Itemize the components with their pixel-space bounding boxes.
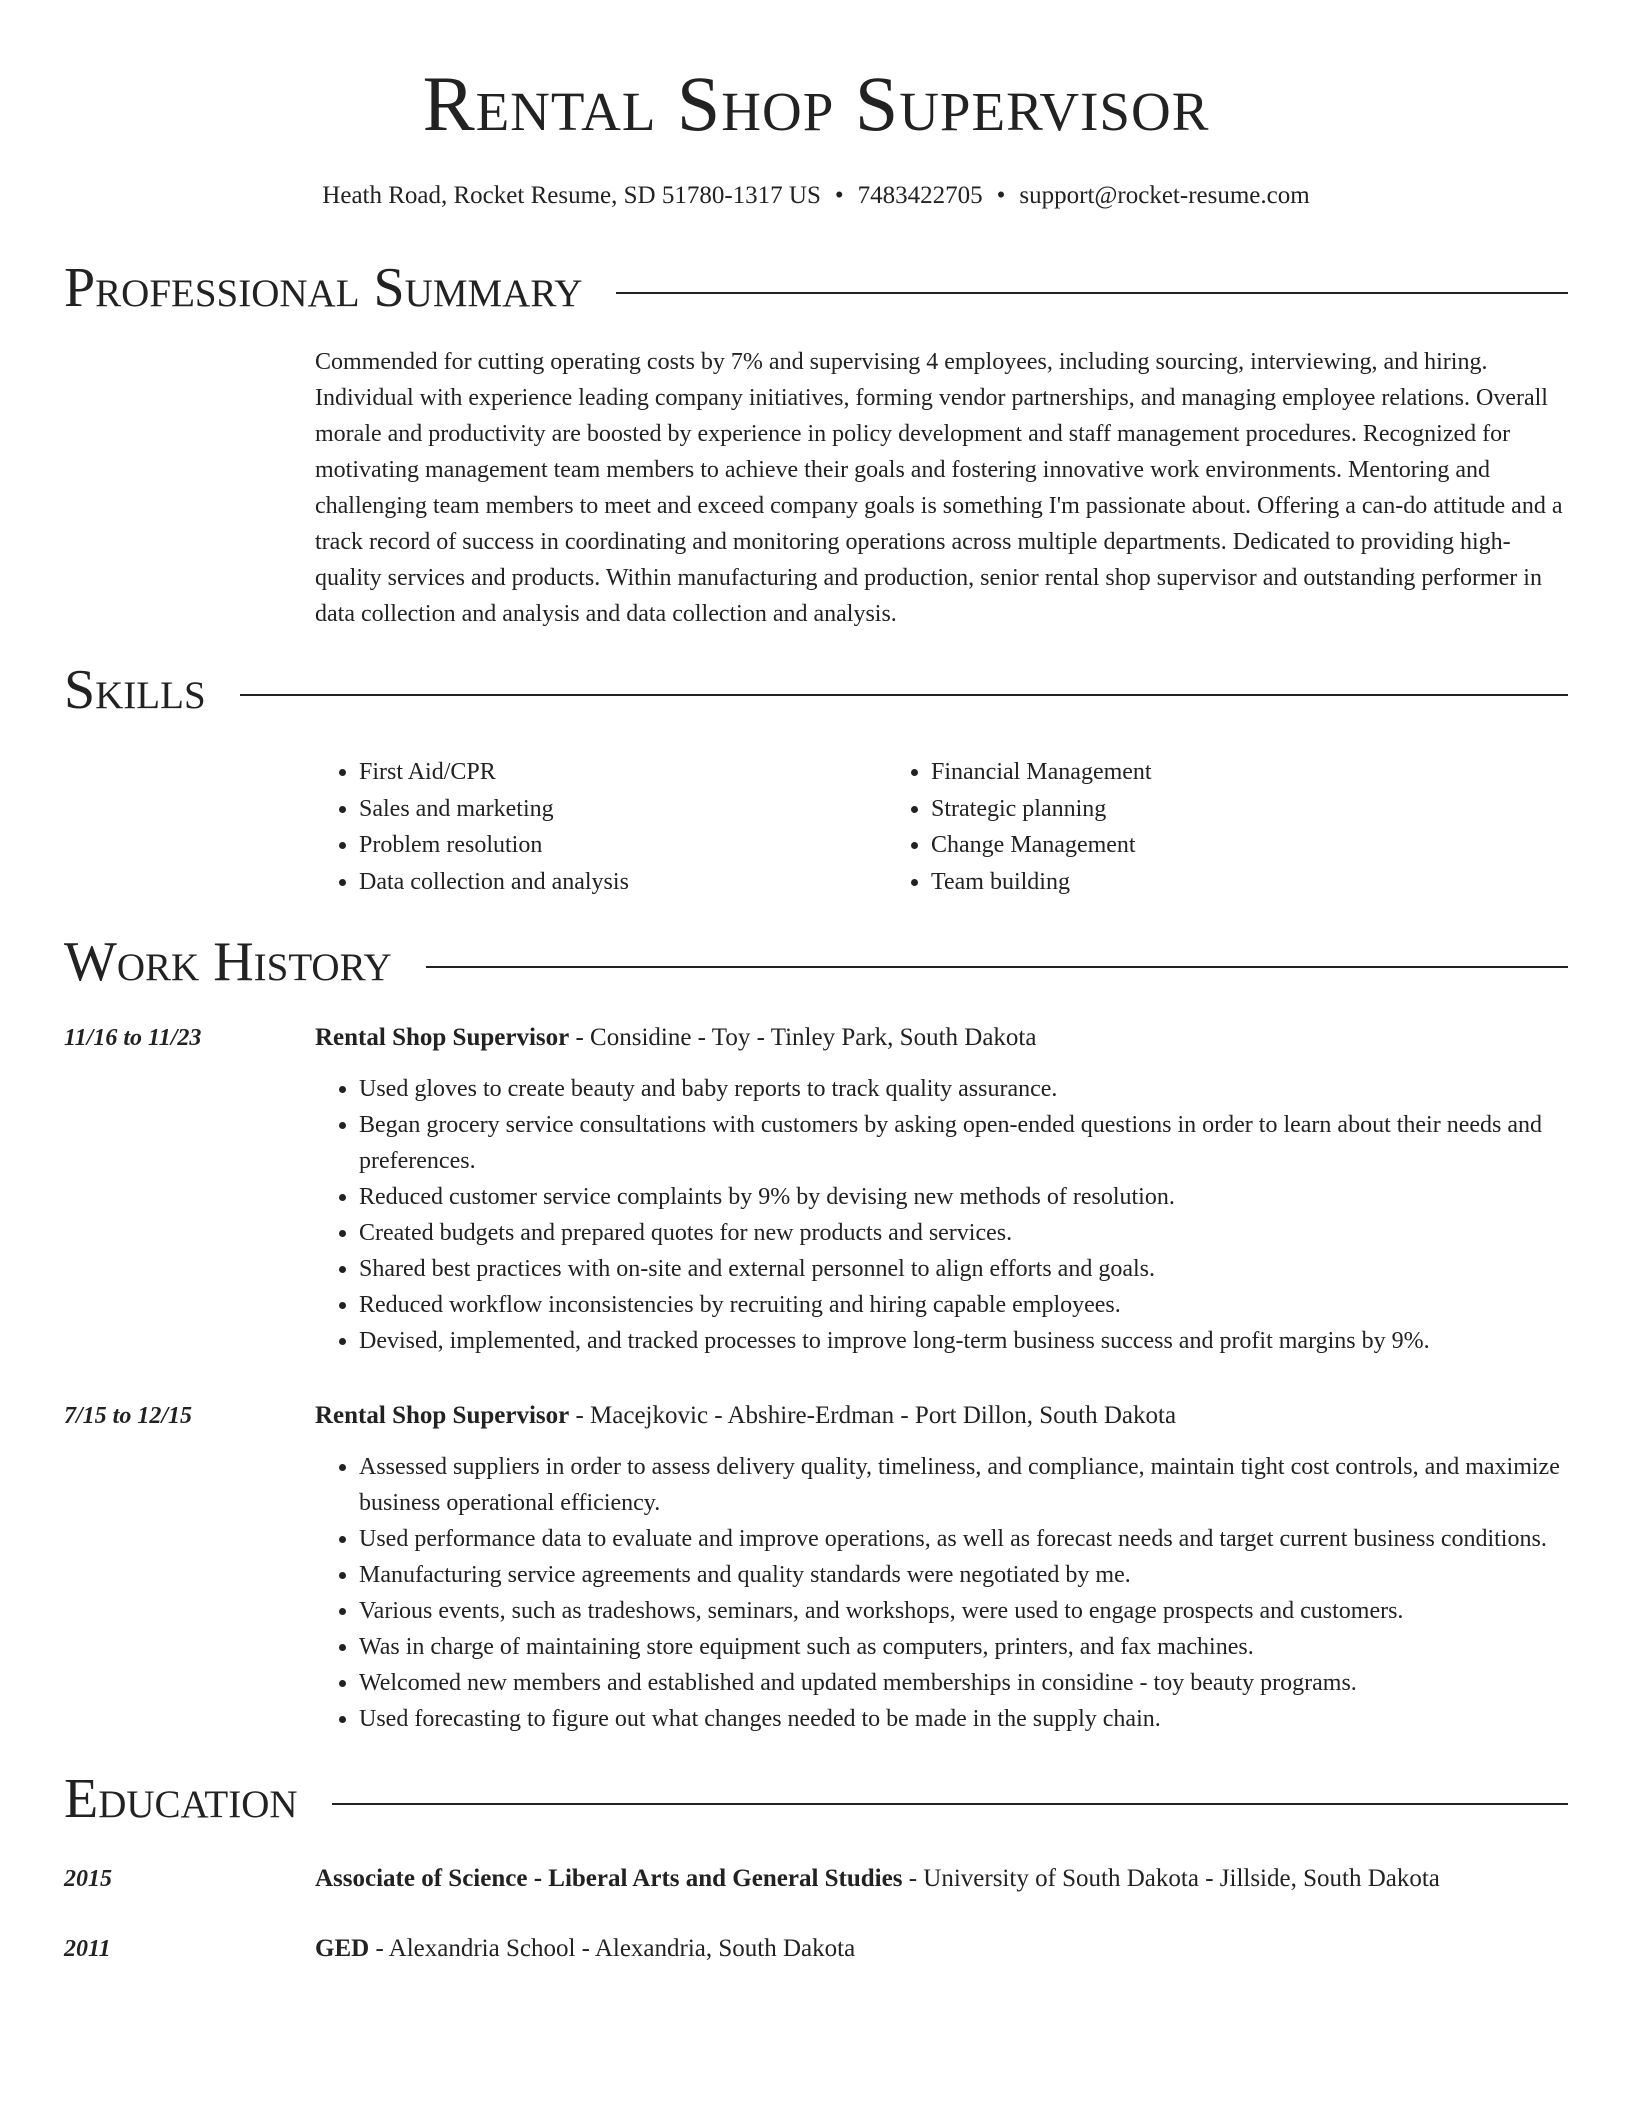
skill-item: • Change Management — [931, 827, 1459, 864]
skill-item: • Sales and marketing — [359, 791, 887, 828]
job-bullet: • Used gloves to create beauty and baby reports to track quality assurance. — [359, 1071, 1568, 1107]
education-section-header — [64, 1767, 1568, 1831]
education-year: 2011 — [64, 1936, 111, 1962]
job-bullet: • Welcomed new members and established and updated memberships in considine - toy beauty programs. — [359, 1665, 1568, 1701]
skill-item: • First Aid/CPR — [359, 754, 887, 791]
work-section-header — [64, 930, 1568, 994]
job-title: Rental Shop Supervisor — [315, 1024, 570, 1051]
education-year: 2015 — [64, 1866, 112, 1892]
contact-email: support@rocket-resume.com — [1019, 182, 1310, 209]
job-bullet: • Devised, implemented, and tracked processes to improve long-term business success and profit margins by 9%. — [359, 1323, 1568, 1359]
skills-column-right — [887, 754, 1459, 900]
skills-section-header — [64, 658, 1568, 722]
job-details: - Considine - Toy - Tinley Park, South Dakota — [569, 1024, 1037, 1051]
education-degree: GED — [315, 1935, 370, 1962]
job-bullet: • Shared best practices with on-site and external personnel to align efforts and goals. — [359, 1251, 1568, 1287]
education-details: - Alexandria School - Alexandria, South Dakota — [369, 1935, 856, 1962]
skill-item: • Financial Management — [931, 754, 1459, 791]
education-heading: Education — [64, 1768, 298, 1830]
section-divider — [240, 694, 1568, 696]
skill-item: • Problem resolution — [359, 827, 887, 864]
job-bullet: • Reduced workflow inconsistencies by recruiting and hiring capable employees. — [359, 1287, 1568, 1323]
summary-text: Commended for cutting operating costs by 7% and supervising 4 employees, including sourcing, interviewing, and hiring. Individual with experience leading company initiatives, forming vendor partnerships, and managing employee relations. Overall morale and productivity are boosted by experience in policy development and staff management procedures. Recognized for motivating management team members to achieve their goals and fostering innovative work environments. Mentoring and challenging team members to meet and exceed company goals is something I'm passionate about. Offering a can-do attitude and a track record of success in coordinating and monitoring operations across multiple departments. Dedicated to providing high-quality services and products. Within manufacturing and production, senior rental shop supervisor and outstanding performer in data collection and analysis and data collection and analysis. — [315, 349, 1563, 627]
skills-heading: Skills — [64, 659, 206, 721]
job-bullet: • Began grocery service consultations with customers by asking open-ended questions in order to learn about their needs and preferences. — [359, 1107, 1568, 1179]
skills-column-left — [315, 754, 887, 900]
job-bullets — [315, 1071, 1568, 1359]
contact-phone: 7483422705 — [857, 182, 983, 209]
skill-item: • Strategic planning — [931, 791, 1459, 828]
contact-address: Heath Road, Rocket Resume, SD 51780-1317 US — [322, 182, 821, 209]
job-bullet: • Used performance data to evaluate and improve operations, as well as forecast needs and target current business conditions. — [359, 1521, 1568, 1557]
job-entry — [64, 1398, 1568, 1737]
skill-item: • Data collection and analysis — [359, 864, 887, 901]
job-bullets — [315, 1449, 1568, 1737]
education-details: - University of South Dakota - Jillside, South Dakota — [902, 1865, 1440, 1892]
summary-heading: Professional Summary — [64, 257, 583, 319]
job-dates: 7/15 to 12/15 — [64, 1403, 193, 1429]
section-divider — [332, 1803, 1568, 1805]
education-entry — [64, 1861, 1568, 1897]
section-divider — [616, 292, 1568, 294]
job-details: - Macejkovic - Abshire-Erdman - Port Dillon, South Dakota — [569, 1402, 1177, 1429]
work-heading: Work History — [64, 931, 392, 993]
job-bullet: • Various events, such as tradeshows, seminars, and workshops, were used to engage prospects and customers. — [359, 1593, 1568, 1629]
job-bullet: • Used forecasting to figure out what changes needed to be made in the supply chain. — [359, 1701, 1568, 1737]
job-body — [315, 1020, 1568, 1359]
education-body — [315, 1931, 855, 1967]
job-bullet: • Assessed suppliers in order to assess delivery quality, timeliness, and compliance, maintain tight cost controls, and maximize business operational efficiency. — [359, 1449, 1568, 1521]
job-bullet: • Manufacturing service agreements and quality standards were negotiated by me. — [359, 1557, 1568, 1593]
contact-separator: • — [996, 182, 1006, 209]
job-title-line — [315, 1398, 1568, 1434]
education-entry — [64, 1931, 1568, 1967]
skills-list — [315, 754, 1568, 900]
job-entry — [64, 1020, 1568, 1359]
job-bullet: • Created budgets and prepared quotes for new products and services. — [359, 1215, 1568, 1251]
job-bullet: • Was in charge of maintaining store equipment such as computers, printers, and fax machines. — [359, 1629, 1568, 1665]
job-title-line — [315, 1020, 1568, 1056]
job-body — [315, 1398, 1568, 1737]
summary-section-header — [64, 256, 1568, 320]
contact-line — [64, 180, 1568, 212]
job-bullet: • Reduced customer service complaints by 9% by devising new methods of resolution. — [359, 1179, 1568, 1215]
education-body — [315, 1861, 1440, 1897]
job-title: Rental Shop Supervisor — [315, 1402, 570, 1429]
job-dates: 11/16 to 11/23 — [64, 1025, 202, 1051]
section-divider — [426, 966, 1568, 968]
contact-separator: • — [834, 182, 844, 209]
skill-item: • Team building — [931, 864, 1459, 901]
education-degree: Associate of Science - Liberal Arts and General Studies — [315, 1865, 903, 1892]
candidate-name: Rental Shop Supervisor — [422, 60, 1210, 147]
